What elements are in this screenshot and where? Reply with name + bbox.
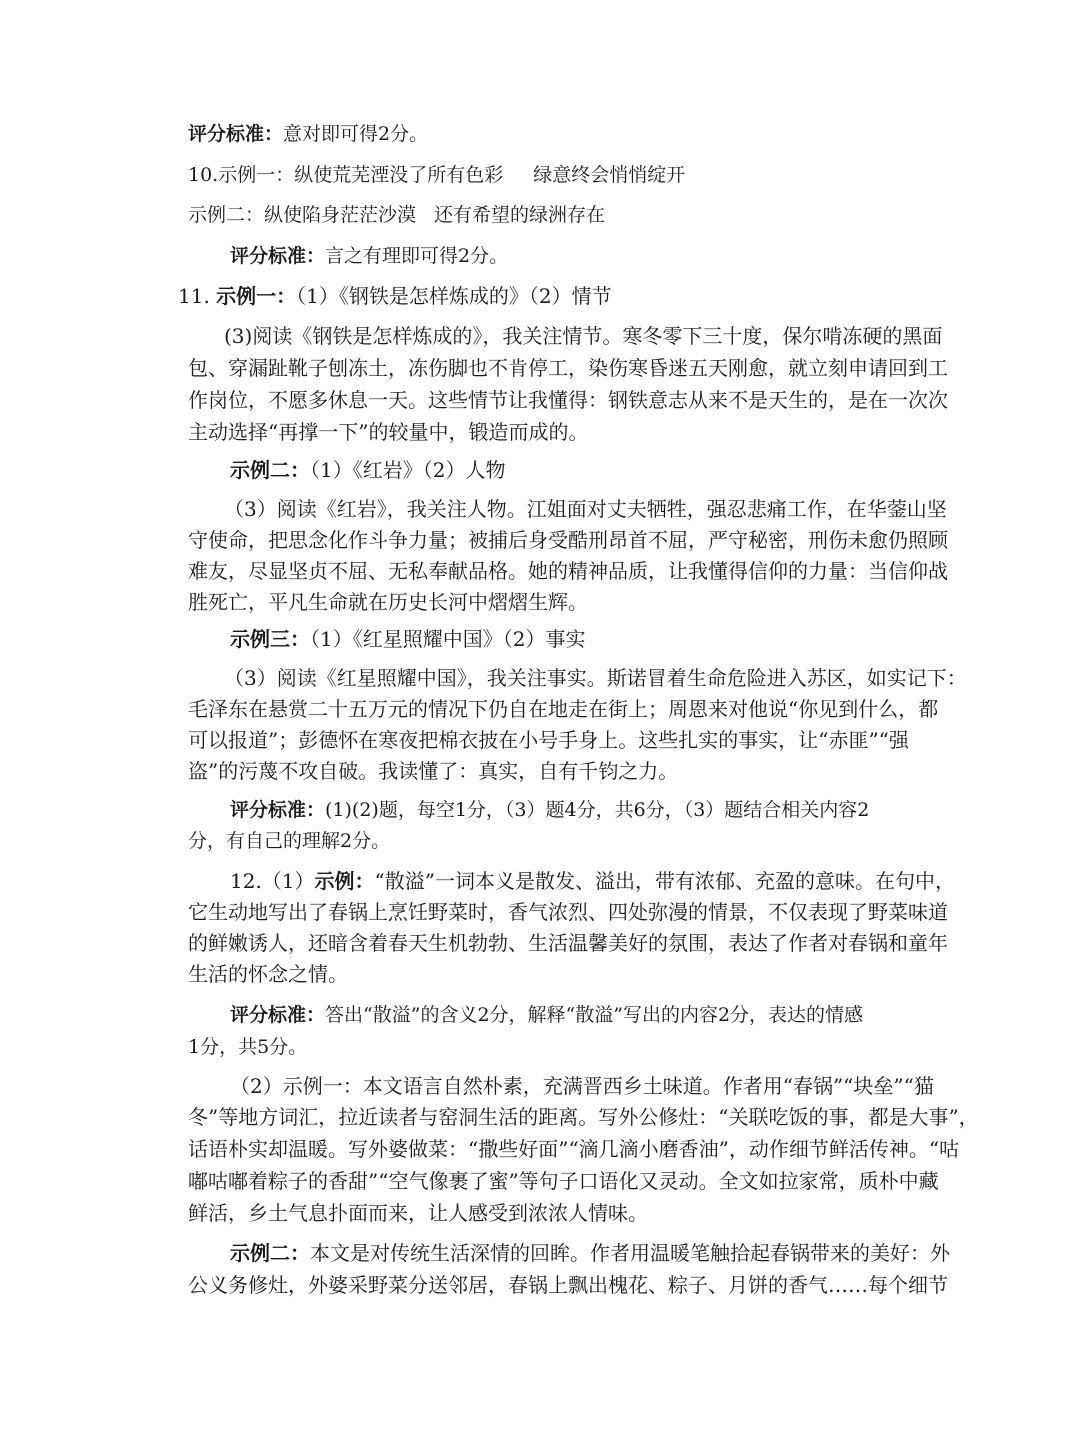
paragraph-line: 话语朴实却温暖。写外婆做菜：“撒些好面”“滴几滴小磨香油”，动作细节鲜活传神。“咕 <box>188 1137 960 1161</box>
answer-12-1: 12.（1）示例：“散溢”一词本义是散发、溢出，带有浓郁、充盈的意味。在句中， <box>230 869 955 893</box>
paragraph-line: 分，有自己的理解2分。 <box>188 830 391 852</box>
paragraph-line: 胜死亡，平凡生命就在历史长河中熠熠生辉。 <box>188 590 588 614</box>
paragraph-line: （2）示例一：本文语言自然朴素，充满晋西乡土味道。作者用“春锅”“块垒”“猫 <box>230 1074 934 1098</box>
paragraph-line: 盗”的污蔑不攻自破。我读懂了：真实，自有千钧之力。 <box>188 759 679 783</box>
paragraph-line: 包、穿漏趾靴子刨冻土，冻伤脚也不肯停工，染伤寒昏迷五天刚愈，就立刻申请回到工 <box>188 356 948 380</box>
paragraph-line: 生活的怀念之情。 <box>188 962 348 986</box>
paragraph-line: 公义务修灶，外婆采野菜分送邻居，春锅上飘出槐花、粽子、月饼的香气……每个细节 <box>188 1273 948 1297</box>
paragraph-line: （3）阅读《红岩》，我关注人物。江姐面对丈夫牺牲，强忍悲痛工作，在华蓥山坚 <box>224 497 947 521</box>
scoring-criterion: 评分标准：答出“散溢”的含义2分，解释“散溢”写出的内容2分，表达的情感 <box>230 1004 864 1026</box>
paragraph-line: 它生动地写出了春锅上烹饪野菜时，香气浓烈、四处弥漫的情景，不仅表现了野菜味道 <box>188 900 948 924</box>
answer-10-example-1: 10.示例一：纵使荒芜湮没了所有色彩 绿意终会悄悄绽开 <box>188 164 686 186</box>
answer-11-heading: 11. 示例一：（1）《钢铁是怎样炼成的》（2）情节 <box>178 284 612 308</box>
paragraph-line: 毛泽东在悬赏二十五万元的情况下仍自在地走在街上；周恩来对他说“你见到什么，都 <box>188 697 939 721</box>
scoring-criterion: 评分标准：言之有理即可得2分。 <box>230 245 509 267</box>
paragraph-line: （3）阅读《红星照耀中国》，我关注事实。斯诺冒着生命危险进入苏区，如实记下： <box>224 666 967 690</box>
paragraph-line: 主动选择“再撑一下”的较量中，锻造而成的。 <box>188 420 589 444</box>
paragraph-line: 1分，共5分。 <box>188 1036 308 1058</box>
paragraph-line: 守使命，把思念化作斗争力量；被捕后身受酷刑昂首不屈，严守秘密，刑伤未愈仍照顾 <box>188 528 948 552</box>
example-2-heading: 示例二：（1）《红岩》（2）人物 <box>230 458 506 482</box>
answer-10-example-2: 示例二：纵使陷身茫茫沙漠 还有希望的绿洲存在 <box>188 204 606 226</box>
paragraph-line: 的鲜嫩诱人，还暗含着春天生机勃勃、生活温馨美好的氛围，表达了作者对春锅和童年 <box>188 931 948 955</box>
paragraph-line: 嘟咕嘟着粽子的香甜”“空气像裹了蜜”等句子口语化又灵动。全文如拉家常，质朴中藏 <box>188 1169 939 1193</box>
paragraph-line: (3)阅读《钢铁是怎样炼成的》，我关注情节。寒冬零下三十度，保尔啃冻硬的黑面 <box>224 324 943 348</box>
scoring-criterion: 评分标准：(1)(2)题，每空1分，（3）题4分，共6分，（3）题结合相关内容2 <box>230 799 870 821</box>
paragraph-line: 可以报道”；彭德怀在寒夜把棉衣披在小号手身上。这些扎实的事实，让“赤匪”“强 <box>188 728 909 752</box>
scoring-criterion: 评分标准：意对即可得2分。 <box>188 123 429 145</box>
paragraph-line: 鲜活，乡土气息扑面而来，让人感受到浓浓人情味。 <box>188 1201 648 1225</box>
paragraph-line: 难友，尽显坚贞不屈、无私奉献品格。她的精神品质，让我懂得信仰的力量：当信仰战 <box>188 559 948 583</box>
paragraph-line: 作岗位，不愿多休息一天。这些情节让我懂得：钢铁意志从来不是天生的，是在一次次 <box>188 388 948 412</box>
example-2-paragraph-start: 示例二：本文是对传统生活深情的回眸。作者用温暖笔触拾起春锅带来的美好：外 <box>230 1241 950 1265</box>
example-3-heading: 示例三：（1）《红星照耀中国》（2）事实 <box>230 627 586 651</box>
paragraph-line: 冬”等地方词汇，拉近读者与窑洞生活的距离。写外公修灶：“关联吃饭的事，都是大事”， <box>188 1105 979 1129</box>
